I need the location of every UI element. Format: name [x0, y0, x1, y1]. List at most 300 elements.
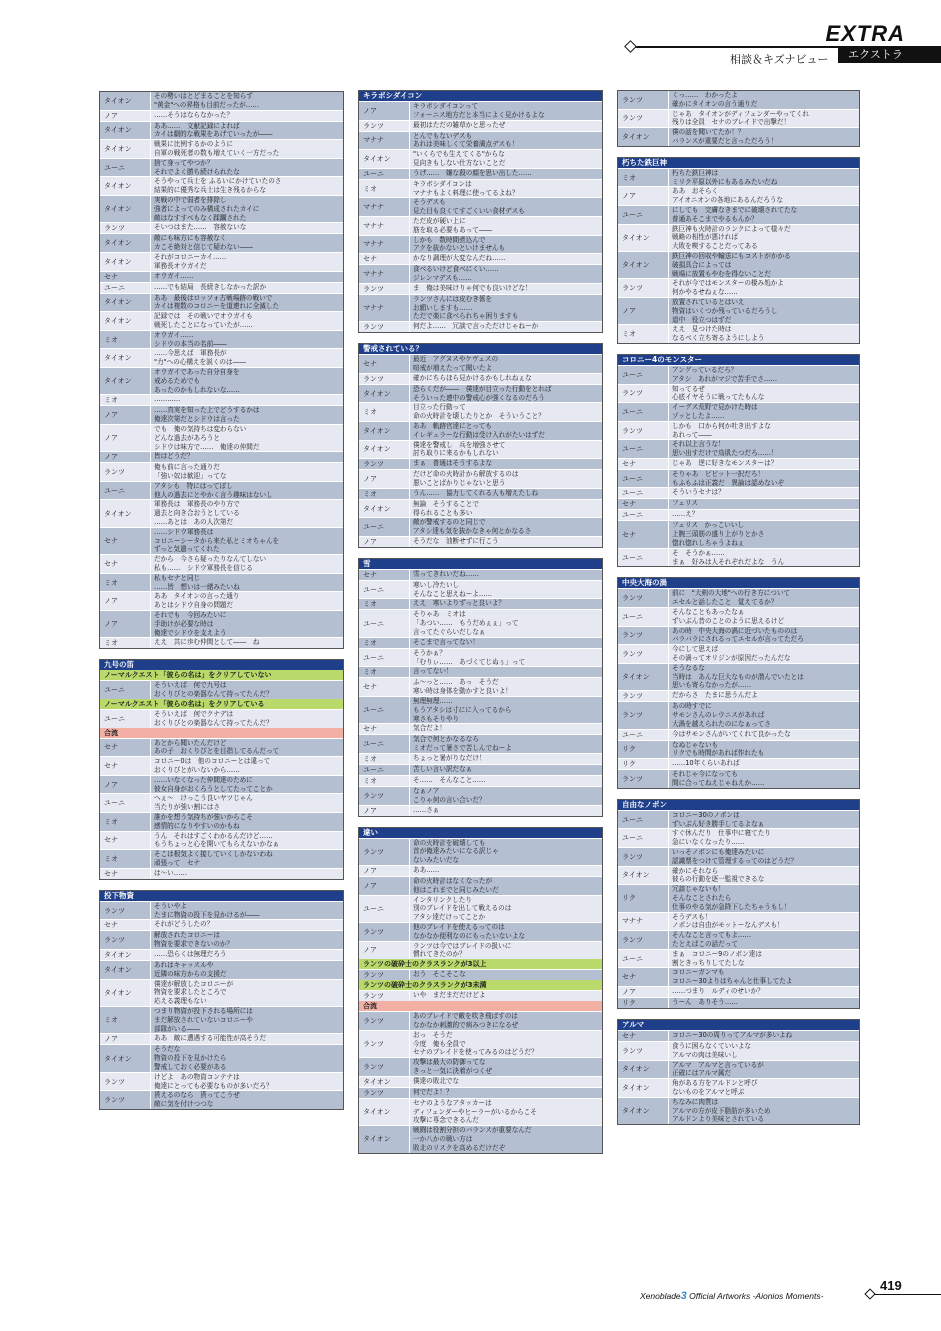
speaker-name: ランツ — [359, 787, 410, 805]
dialogue-row — [618, 986, 859, 997]
speaker-name: ミオ — [359, 599, 410, 609]
dialogue-row — [359, 895, 602, 922]
dialogue-row — [359, 598, 602, 609]
dialogue-line: そういうセナは？ — [672, 488, 725, 497]
speaker-name: セナ — [618, 459, 669, 469]
speaker-name: ユーニ — [100, 794, 151, 812]
speaker-name: セナ — [100, 739, 151, 757]
dialogue-line: 攻撃は最大の防御ってな きっと一気に決着がつくぜ — [413, 1058, 493, 1075]
dialogue-section — [358, 90, 603, 333]
dialogue-line: ………… — [154, 395, 181, 404]
speaker-name: ランツ — [359, 1058, 410, 1076]
dialogue-row — [100, 348, 343, 367]
speaker-name: ユーニ — [359, 896, 410, 922]
dialogue-row — [618, 828, 859, 847]
speaker-name: ランツ — [359, 374, 410, 384]
column-right — [617, 90, 860, 1135]
dialogue-line: 何だよ…… 冗談で言っただけじゃねーか — [413, 322, 539, 331]
dialogue-row — [618, 729, 859, 740]
dialogue-row — [359, 536, 602, 547]
dialogue-row — [100, 121, 343, 140]
dialogue-row — [618, 365, 859, 384]
dialogue-row — [359, 197, 602, 216]
dialogue-row — [618, 548, 859, 567]
speaker-name: ミオ — [100, 638, 151, 648]
speaker-name: ランツ — [359, 970, 410, 980]
dialogue-line: キラボシダイコンって フォーニス地方だと本当によく見かけるよな — [413, 102, 545, 119]
dialogue-line: ……シドウ軍務長は コロニーシータから来た私とミオちゃんを ずっと気遣ってくれた — [154, 527, 280, 554]
dialogue-line: 皆はどうだ？ — [154, 452, 194, 461]
dialogue-row — [100, 176, 343, 195]
speaker-name: ランツ — [618, 702, 669, 728]
dialogue-row — [359, 235, 602, 254]
speaker-name: タイオン — [100, 294, 151, 312]
dialogue-row — [100, 680, 343, 699]
dialogue-section — [617, 577, 860, 788]
dialogue-line: その勢いはとどまることを知らず "黄金"への昇格も目前だったが…… — [154, 92, 259, 109]
dialogue-line: 他のブレイドを使えるってのは なかなか便利なのにもったいないよな — [413, 923, 526, 940]
dialogue-row — [100, 775, 343, 794]
speaker-name: タイオン — [100, 253, 151, 271]
footer-diamond-icon — [864, 1288, 875, 1299]
dialogue-row — [100, 451, 343, 462]
dialogue-line: 僕達が解放したコロニーが 物資を要求したところで 応える義理もない — [154, 979, 234, 1006]
dialogue-line: 苦しい言い訳だなぁ — [413, 765, 473, 774]
speaker-name: ランツ — [618, 770, 669, 788]
dialogue-row — [100, 330, 343, 349]
dialogue-row — [618, 297, 859, 324]
speaker-name: セナ — [359, 678, 410, 696]
footer-title: Xenoblade3 Official Artworks -Aionios Moments- — [640, 1290, 824, 1302]
speaker-name: ユーニ — [618, 206, 669, 224]
dialogue-line: ちなみに肉質は アルマの方が皮下脂肪が多いため アルドンより美味とされている — [672, 1097, 771, 1124]
dialogue-row — [100, 367, 343, 394]
speaker-name: ランツ — [618, 691, 669, 701]
dialogue-row — [100, 831, 343, 850]
dialogue-section — [617, 90, 860, 147]
dialogue-line: かなり調理が大変なんだね…… — [413, 254, 506, 263]
speaker-name: タイオン — [618, 252, 669, 278]
dialogue-line: そりゃあ ミオは 「あつい…… もうだめぇぇ」って 言ってたぐらいだしなぁ — [413, 610, 519, 637]
dialogue-section — [99, 659, 344, 879]
speaker-name: マナナ — [359, 132, 410, 150]
speaker-name: ノア — [359, 877, 410, 895]
dialogue-row — [359, 723, 602, 734]
dialogue-line: とんでもないデスも あれは美味しくて栄養満点デスも！ — [413, 131, 519, 149]
speaker-name: ミオ — [359, 776, 410, 786]
dialogue-line: フェリス かっこいいし 上腕三頭筋の盛り上がりとかさ 惚れ惚れしちゃうよねぇ — [672, 521, 765, 548]
dialogue-section — [617, 354, 860, 568]
dialogue-line: ……さぁ — [413, 805, 440, 814]
speaker-name: ノア — [359, 942, 410, 960]
dialogue-line: ああ…… 文献記録によれば カイは劇的な戦果をあげていったが―― — [154, 121, 273, 139]
dialogue-row — [100, 979, 343, 1006]
dialogue-line: ……そうはならなかった？ — [154, 110, 234, 119]
dialogue-line: "いくらでも生えてくる"からな 見向きもしない仕方ないことだ — [413, 150, 506, 167]
dialogue-row — [359, 764, 602, 775]
speaker-name: ランツ — [618, 848, 669, 866]
dialogue-row — [359, 753, 602, 764]
dialogue-line: 僕達の敗北でな — [413, 1076, 460, 1085]
speaker-name: ノア — [359, 866, 410, 876]
dialogue-row — [618, 186, 859, 205]
speaker-name: ノア — [618, 987, 669, 997]
speaker-name: タイオン — [618, 867, 669, 885]
speaker-name: ユーニ — [618, 403, 669, 421]
dialogue-row — [618, 701, 859, 728]
dialogue-row — [100, 849, 343, 868]
speaker-name: セナ — [100, 757, 151, 775]
speaker-name: ユーニ — [100, 710, 151, 728]
dialogue-line: そういえば 何で九号は おくりびとの楽器なんて持ってたんだ？ — [154, 681, 273, 699]
speaker-name: ミオ — [100, 331, 151, 349]
speaker-name: ランツ — [618, 279, 669, 297]
condition-label: ランツの破砕士のクラスランクが3未満 — [359, 980, 602, 990]
dialogue-section — [358, 558, 603, 817]
dialogue-line: あれはキャッスルや 近隣の味方からの支援だ — [154, 960, 227, 978]
speaker-name: マナナ — [359, 236, 410, 254]
speaker-name: ミオ — [359, 638, 410, 648]
speaker-name: タイオン — [100, 980, 151, 1006]
speaker-name: ユーニ — [618, 950, 669, 968]
speaker-name: タイオン — [359, 441, 410, 459]
speaker-name: ユーニ — [618, 608, 669, 626]
dialogue-row — [359, 1030, 602, 1057]
speaker-name: タイオン — [618, 1098, 669, 1124]
dialogue-row — [618, 1030, 859, 1041]
dialogue-line: ……今思えば 軍務長が "力"への心構えを説くのは―― — [154, 349, 246, 367]
dialogue-line: 命の火時計はなくなったが 他はこれまでと同じみたいだ — [413, 877, 499, 894]
dialogue-row — [359, 469, 602, 488]
dialogue-line: コロニー30の周りってアルマが多いよね — [672, 1030, 793, 1039]
speaker-name: タイオン — [100, 1045, 151, 1071]
dialogue-line: 気合で何とかなるなら ミオだって暑さで苦しんでねーよ — [413, 735, 512, 753]
speaker-name: タイオン — [618, 1061, 669, 1079]
speaker-name: ユーニ — [618, 811, 669, 829]
section-title: 投下物資 — [100, 891, 343, 901]
speaker-name: ランツ — [359, 1088, 410, 1098]
dialogue-line: すぐ休んだり 仕事中に寝てたり 急にいなくなったり…… — [672, 829, 771, 847]
dialogue-line: 言ってない！ — [413, 667, 453, 676]
dialogue-line: 無論 そうすることで 得られることも多い — [413, 499, 479, 517]
dialogue-line: 今にして思えば その渦ってオリジンが原因だったんだな — [672, 645, 791, 663]
dialogue-row — [100, 1090, 343, 1109]
dialogue-line: そういやよ たまに物資の投下を見かけるが―― — [154, 901, 260, 919]
dialogue-row — [100, 499, 343, 526]
speaker-name: マナナ — [359, 217, 410, 235]
dialogue-line: 私もセナと同じ ……皆 想いは一緒みたいね — [154, 573, 240, 591]
dialogue-row — [359, 294, 602, 321]
dialogue-row — [359, 1125, 602, 1152]
dialogue-row — [359, 264, 602, 283]
dialogue-line: けどよ あの物資コンテナは 俺達にとっても必要なものが多いだろ？ — [154, 1072, 273, 1090]
speaker-name: ミオ — [618, 169, 669, 187]
header-title: EXTRA — [825, 21, 905, 46]
dialogue-line: しかも 数時間煮込んで アクを抜かないといけませんも — [413, 235, 506, 253]
dialogue-row — [359, 101, 602, 120]
speaker-name: セナ — [359, 254, 410, 264]
dialogue-line: ああ おそらく アイオニオンの各地にあるんだろうな — [672, 187, 784, 205]
dialogue-line: ランツは今ではブレイドの扱いに 慣れてきたのか？ — [413, 941, 512, 959]
dialogue-row — [359, 1011, 602, 1030]
speaker-name: セナ — [359, 570, 410, 580]
speaker-name: ノア — [100, 611, 151, 637]
speaker-name: タイオン — [100, 92, 151, 110]
header-diamond-icon — [624, 40, 637, 53]
speaker-name: セナ — [100, 555, 151, 573]
dialogue-row — [618, 690, 859, 701]
dialogue-row — [359, 253, 602, 264]
dialogue-row — [100, 462, 343, 481]
dialogue-line: にしても 完膚なきまでに破壊されてたな 普通あそこまでやるもんか？ — [672, 205, 798, 223]
speaker-name: ランツ — [618, 385, 669, 403]
condition-label: 合流 — [359, 1001, 602, 1011]
dialogue-line: ……恐らくは無理だろう — [154, 949, 227, 958]
speaker-name: ユーニ — [100, 681, 151, 699]
section-title: キラボシダイコン — [359, 91, 602, 101]
dialogue-row — [100, 868, 343, 879]
dialogue-line: 貰えるのなら 貰ってこうぜ 敵に気を付けつつな — [154, 1091, 240, 1109]
dialogue-row — [100, 738, 343, 757]
speaker-name: ノア — [100, 1034, 151, 1044]
dialogue-row — [359, 609, 602, 636]
dialogue-row — [100, 756, 343, 775]
speaker-name: タイオン — [100, 961, 151, 979]
dialogue-line: 何でだよ！？ — [413, 1087, 453, 1096]
dialogue-line: 食べるいけど食べにくい…… ジレンマデスも…… — [413, 265, 499, 282]
dialogue-row — [359, 1076, 602, 1087]
dialogue-row — [359, 922, 602, 941]
dialogue-row — [618, 884, 859, 911]
dialogue-row — [618, 421, 859, 440]
dialogue-row — [618, 930, 859, 949]
dialogue-row — [100, 405, 343, 424]
dialogue-line: 戦闘は役割分担のバランスが重要なんだ 一か八かの戦い方は 敗北のリスクを高めるだけだぞ — [413, 1126, 532, 1152]
speaker-name: マナナ — [359, 265, 410, 283]
dialogue-row — [618, 278, 859, 297]
speaker-name: タイオン — [100, 196, 151, 222]
dialogue-line: しかも 口から何か吐き出すよな あれって―― — [672, 421, 771, 439]
dialogue-section — [99, 890, 344, 1110]
section-title: 九号の笛 — [100, 660, 343, 670]
speaker-name: ランツ — [100, 931, 151, 949]
speaker-name: ユーニ — [359, 610, 410, 636]
dialogue-line: 僕達を警戒し 兵を増強させて 討ち取りに来るかもしれない — [413, 440, 506, 458]
speaker-name: タイオン — [618, 225, 669, 251]
speaker-name: セナ — [100, 920, 151, 930]
dialogue-line: 雪ってきれいだね…… — [413, 569, 479, 578]
speaker-name: ユーニ — [618, 488, 669, 498]
dialogue-line: 食うに困らなくていいよな アルマの肉は美味いし — [672, 1041, 752, 1059]
dialogue-line: ただ皮が硬い上に 筋を取る必要もあって―― — [413, 216, 493, 234]
dialogue-line: だからさ たまに思うんだよ — [672, 691, 758, 700]
dialogue-line: そんなこと言ってもよ…… たとえばこの話だって — [672, 931, 752, 948]
speaker-name: タイオン — [100, 312, 151, 330]
dialogue-row — [618, 91, 859, 109]
dialogue-row — [100, 554, 343, 573]
dialogue-line: 目立った行動って 命の火時計を壊したりとか そういうこと？ — [413, 403, 545, 421]
dialogue-row — [618, 847, 859, 866]
dialogue-row — [359, 838, 602, 865]
dialogue-row — [359, 666, 602, 677]
speaker-name: ミオ — [100, 850, 151, 868]
dialogue-line: 寒いし冷たいし そんなこと思えねーよ…… — [413, 580, 493, 598]
dialogue-line: あの時 中央大海の渦に近づいたもののは バラバラにされるってエセルが言ってただろ — [672, 626, 804, 644]
speaker-name: セナ — [359, 724, 410, 734]
speaker-name: ノア — [100, 452, 151, 462]
dialogue-line: オウガイであった自分自身を 戒めるためでも あったのかもしれないな…… — [154, 367, 240, 394]
dialogue-row — [359, 517, 602, 536]
speaker-name: ミオ — [359, 403, 410, 421]
dialogue-line: ……真実を知った上でどうするかは 俺達次第だとシドウは言った — [154, 406, 260, 424]
dialogue-line: 解放されたコロニーは 物資を要求できないのか？ — [154, 931, 234, 949]
dialogue-line: コロニー0は 他のコロニーとは違って おくりびとがいないから…… — [154, 757, 271, 775]
dialogue-row — [100, 1072, 343, 1091]
speaker-name: ランツ — [100, 463, 151, 481]
dialogue-line: アングっているだろ？ アタシ あれがマジで苦手でさ…… — [672, 365, 778, 383]
dialogue-row — [100, 960, 343, 979]
dialogue-row — [618, 384, 859, 403]
dialogue-row — [618, 509, 859, 520]
condition-label: ノーマルクエスト「彼らの名は」をクリアしている — [100, 699, 343, 709]
speaker-name: ランツ — [100, 1091, 151, 1109]
dialogue-line: あの時すでに サモンさんのレウニスがあれば 大渦を越えられたのになぁってさ — [672, 702, 771, 728]
dialogue-row — [618, 912, 859, 931]
dialogue-line: 敵が警戒するのと同じで アタシ達も気を抜かなきゃ何とかなるさ — [413, 518, 532, 536]
speaker-name: ノア — [100, 406, 151, 424]
dialogue-line: くっ…… わかったよ 確かにタイオンの言う通りだ — [672, 91, 758, 108]
dialogue-row — [359, 648, 602, 667]
dialogue-line: 気合だよ！ — [413, 724, 446, 733]
dialogue-line: なぁノア こりゃ何の言い合いだ？ — [413, 787, 486, 804]
speaker-name: ランツ — [359, 284, 410, 294]
speaker-name: ランツ — [618, 422, 669, 440]
dialogue-row — [100, 158, 343, 177]
dialogue-line: 誰かを想う気持ちが強いからこそ 感情的になりやすいのかもね — [154, 813, 253, 830]
speaker-name: ノア — [618, 187, 669, 205]
speaker-name: ユーニ — [100, 482, 151, 500]
dialogue-line: うげ…… 嫌な殺の顔を思い出した…… — [413, 168, 532, 177]
dialogue-line: それでも 今回みたいに 手助けが必要な時は 俺達でシドウを支えよう — [154, 611, 227, 637]
speaker-name: マナナ — [359, 198, 410, 216]
dialogue-row — [359, 179, 602, 198]
speaker-name: セナ — [100, 869, 151, 879]
dialogue-row — [618, 487, 859, 498]
dialogue-line: ちょっと暑がりなだけ！ — [413, 754, 486, 763]
dialogue-row — [100, 1044, 343, 1071]
speaker-name: ランツ — [618, 110, 669, 128]
speaker-name: ユーニ — [359, 169, 410, 179]
dialogue-row — [618, 205, 859, 224]
dialogue-line: ああ 軌跡官達にとっても イレギュラーな行動は受け入れがたいはずだ — [413, 421, 545, 439]
dialogue-row — [100, 637, 343, 648]
dialogue-line: 鉄巨神も火時計のランクによって様々だ 戦略の相性が悪ければ 大敗を喫することだってある — [672, 224, 791, 251]
dialogue-line: 戦果に比例するかのように 自軍の戦死者の数も増えていく一方だった — [154, 140, 280, 157]
dialogue-line: コロニー30のノポンは ずいぶん好き勝手してるよなぁ — [672, 810, 765, 828]
dialogue-row — [100, 610, 343, 637]
dialogue-row — [359, 805, 602, 816]
dialogue-row — [100, 949, 343, 960]
speaker-name: セナ — [359, 355, 410, 373]
dialogue-line: セナのようなアタッカーは ディフェンダーやヒーラーがいるからこそ 攻撃に専念できるんだ — [413, 1098, 537, 1125]
dialogue-line: そうなるな 当時は あんな巨大なものが潜んでいたとは 思いも寄らなかったが…… — [672, 663, 804, 690]
dialogue-line: 前に "大剣の大地"への行き方について エセルと話したこと 覚えてるか？ — [672, 589, 791, 607]
dialogue-line: へぇ～ けっこう良いヤツじゃん 当たりが強い割にはさ — [154, 794, 253, 812]
dialogue-line: 朽ちた鉄巨神は ミリク平原以外にもあるみたいだね — [672, 168, 778, 186]
dialogue-row — [618, 1041, 859, 1060]
dialogue-line: でも 俺の気持ちは変わらない どんな過去があろうと シドウは味方で…… 俺達の仲間だ — [154, 424, 260, 451]
speaker-name: ユーニ — [359, 735, 410, 753]
dialogue-line: そりゃあ ピピット一択だろ！ もふもふは正義だ 異論は認めないぞ — [672, 469, 785, 487]
dialogue-row — [100, 311, 343, 330]
speaker-name: ノア — [618, 298, 669, 324]
speaker-name: ノア — [359, 470, 410, 488]
dialogue-line: オウガイ…… シドウの本当の名前―― — [154, 330, 227, 348]
dialogue-row — [618, 663, 859, 690]
dialogue-line: だけど命の火時計から解放するのは 悪いことばかりじゃないと思う — [413, 470, 519, 487]
dialogue-row — [618, 740, 859, 759]
dialogue-line: あとから聞いたんだけど あの子 おくりびとを目指してるんだって — [154, 738, 280, 756]
speaker-name: ノア — [359, 102, 410, 120]
speaker-name: ノア — [100, 425, 151, 451]
dialogue-line: 記録では その戦いでオウガイも 戦死したことになっていたが…… — [154, 312, 253, 329]
dialogue-line: 確かにちらほら見かけるかもしれねぇな — [413, 373, 532, 382]
dialogue-line: 軍務長は 軍務長のやり方で 過去と向き合おうとしている ……あとは あの人次第だ — [154, 500, 240, 527]
speaker-name: タイオン — [359, 385, 410, 403]
dialogue-line: いっそノポンにも俺達みたいに 認識票をつけて管理するってのはどうだ？ — [672, 848, 798, 865]
dialogue-line: そこまで言ってない！ — [413, 637, 479, 646]
speaker-name: セナ — [100, 832, 151, 850]
speaker-name: ランツ — [359, 1012, 410, 1030]
dialogue-line: そういえば 何でクナデは おくりびとの楽器なんて持ってたんだ？ — [154, 710, 273, 727]
dialogue-section — [99, 91, 344, 649]
dialogue-line: 今はサモンさんがいてくれて良かったな — [672, 729, 791, 738]
speaker-name: タイオン — [359, 500, 410, 518]
speaker-name: ミオ — [359, 489, 410, 499]
column-middle — [358, 90, 603, 1164]
dialogue-line: 俺も前に言った通りだ 「強い奴は歓迎」ってな — [154, 463, 227, 481]
dialogue-line: コロニーガンマも コロニー30よりはちゃんと仕事してたよ — [672, 968, 793, 986]
dialogue-row — [359, 865, 602, 876]
dialogue-row — [618, 644, 859, 663]
dialogue-row — [618, 168, 859, 187]
dialogue-row — [618, 402, 859, 421]
dialogue-row — [618, 439, 859, 458]
dialogue-line: まぁ コロニー9のノポン達は 割ときっちりしてたしな — [672, 949, 762, 967]
speaker-name: セナ — [618, 499, 669, 509]
dialogue-line: おう そこそこな — [413, 970, 466, 979]
dialogue-row — [359, 677, 602, 696]
dialogue-line: 恐らくだが―― 僕達が目立った行動をとれば そういった連中の警戒心が強くなるのだろう — [413, 384, 552, 402]
header-subtitle: 相談＆キズナビュー — [730, 53, 829, 66]
dialogue-line: ええ 共に歩む仲間として―― ね — [154, 638, 260, 647]
dialogue-row — [618, 1078, 859, 1097]
dialogue-line: ふ～っと…… あっ そうだ 寒い時は身体を動かすと良いよ！ — [413, 678, 512, 696]
section-title: 雪 — [359, 559, 602, 569]
speaker-name: タイオン — [618, 1079, 669, 1097]
speaker-name: ユーニ — [100, 283, 151, 293]
speaker-name: タイオン — [359, 1099, 410, 1125]
dialogue-row — [618, 588, 859, 607]
section-title: 警戒されている？ — [359, 344, 602, 354]
dialogue-row — [100, 195, 343, 222]
page-number: 419 — [880, 1278, 902, 1293]
dialogue-row — [100, 930, 343, 949]
speaker-name: ユーニ — [359, 518, 410, 536]
speaker-name: ユーニ — [618, 440, 669, 458]
speaker-name: タイオン — [100, 140, 151, 158]
speaker-name: タイオン — [359, 150, 410, 168]
